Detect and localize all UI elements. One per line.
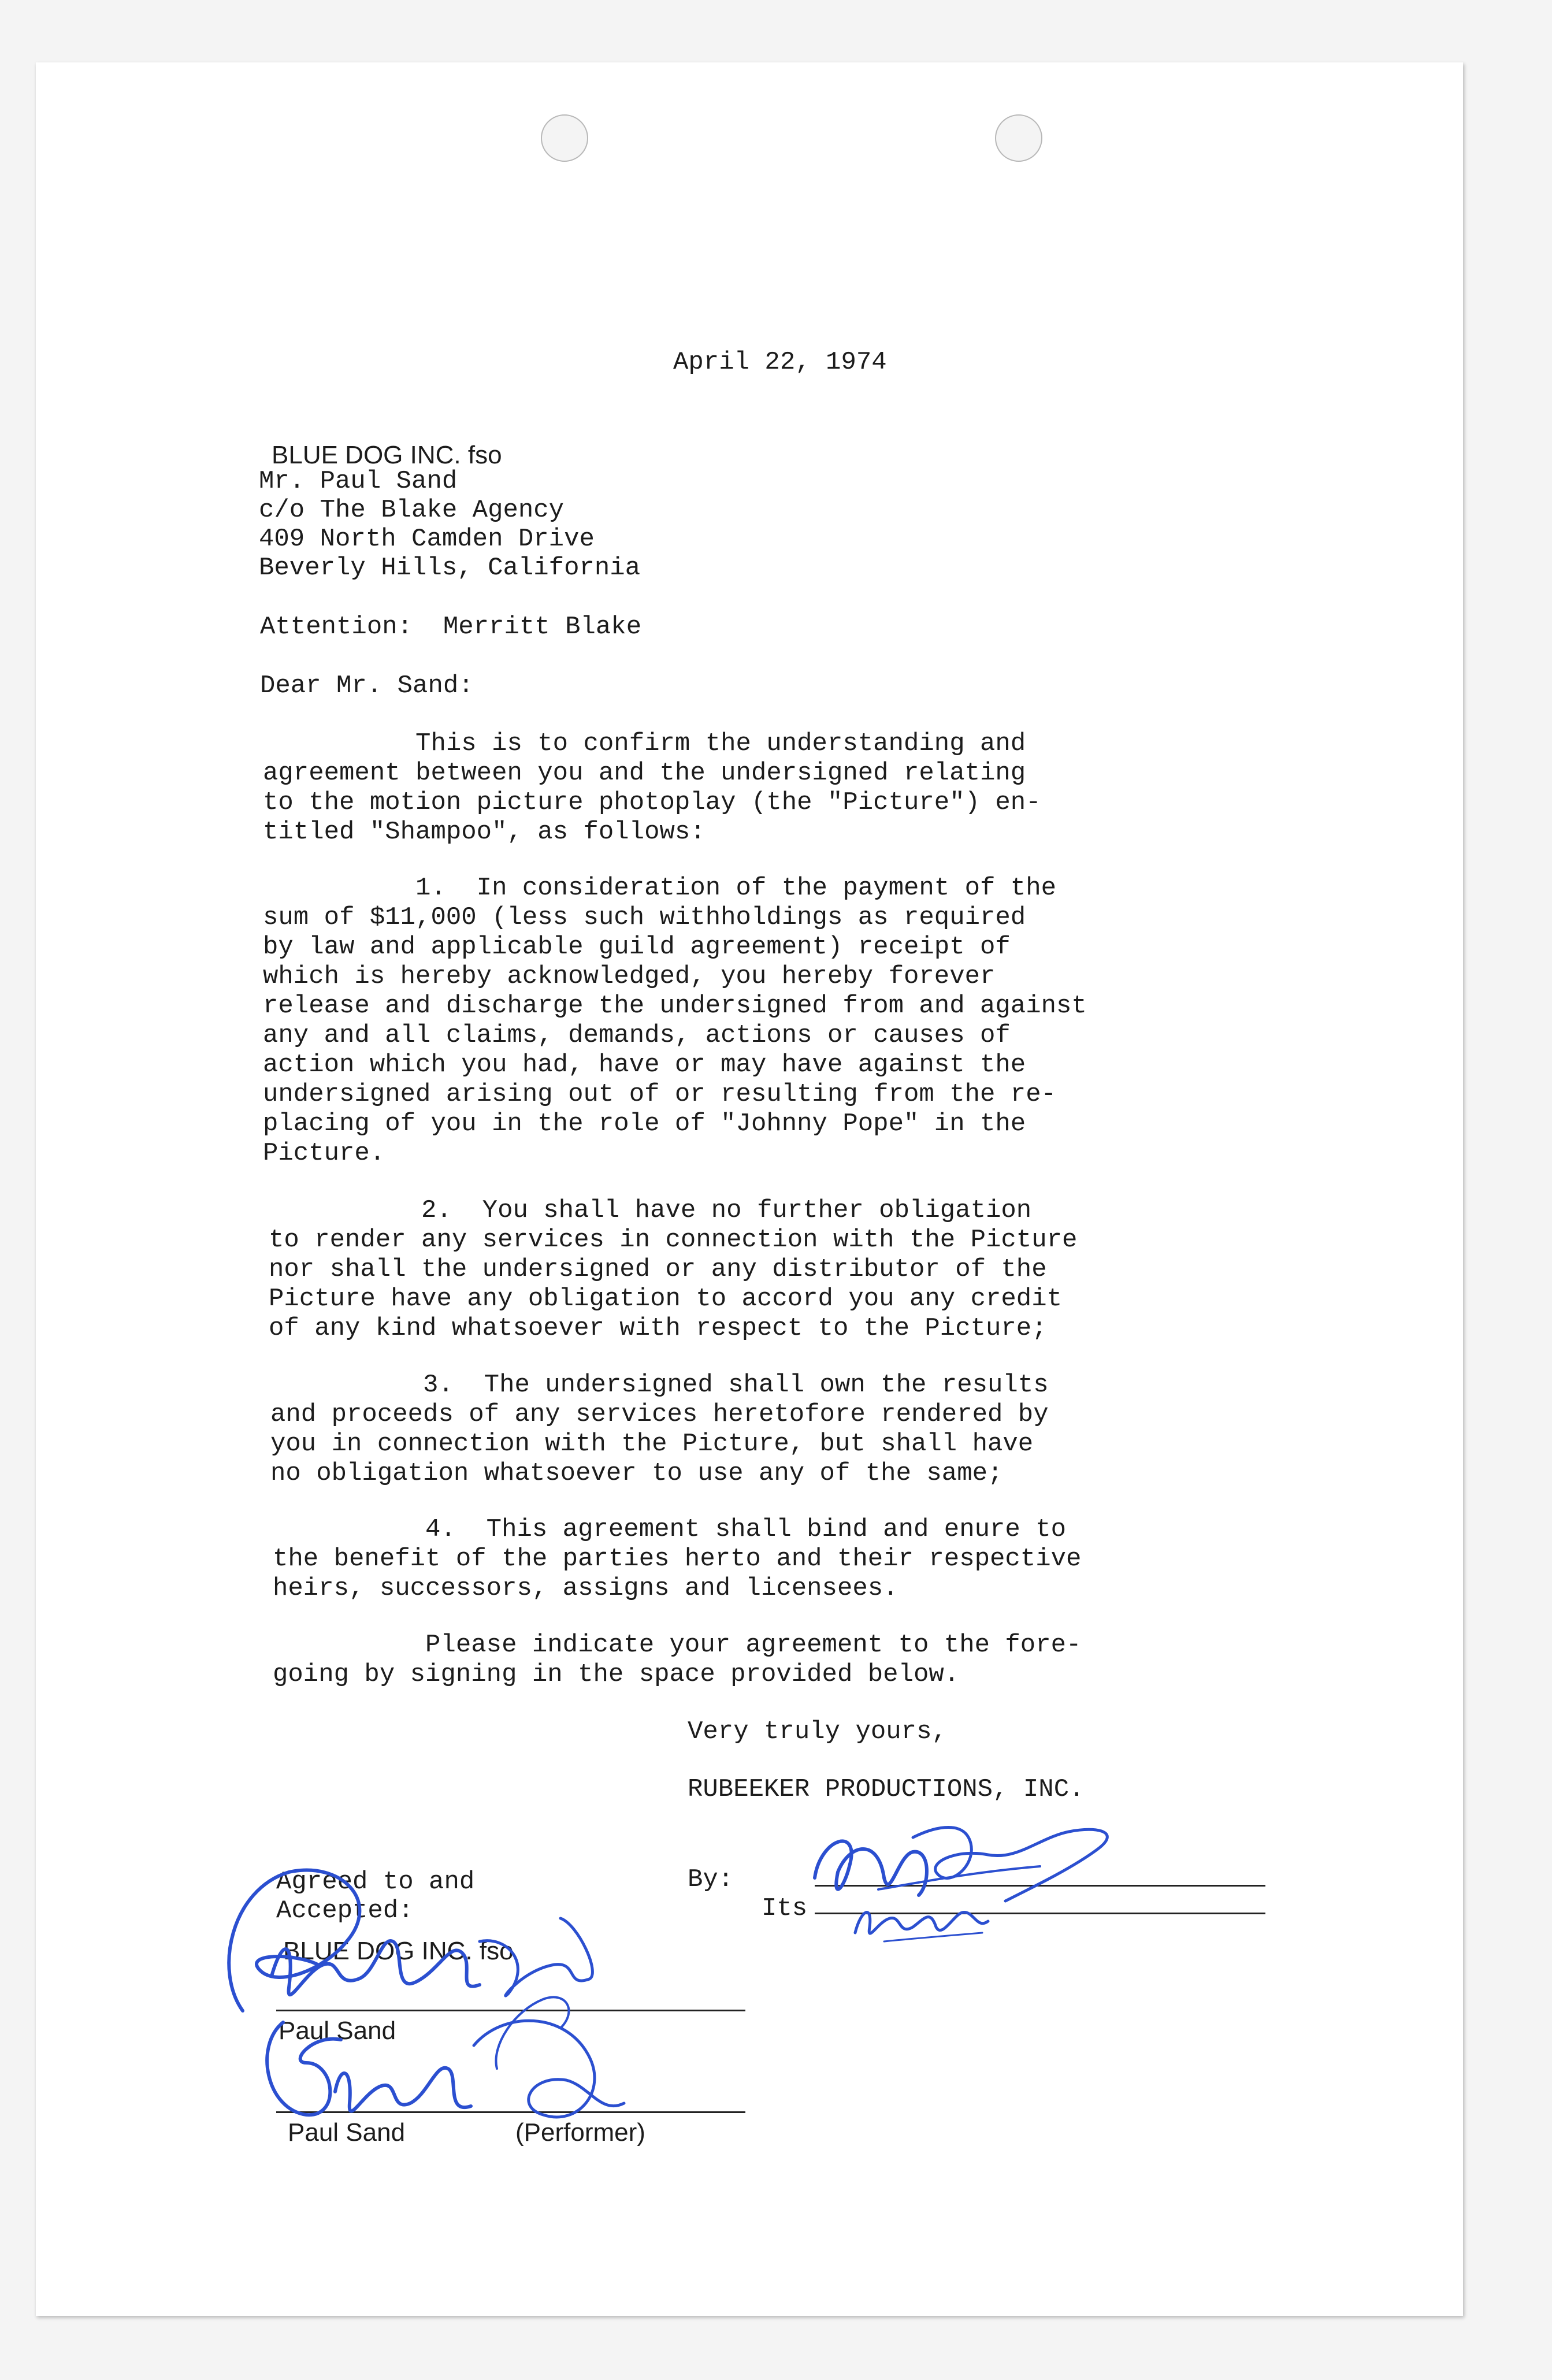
clause-line: 4. This agreement shall bind and enure to [273, 1515, 1067, 1544]
clause-line: 3. The undersigned shall own the results [270, 1371, 1049, 1399]
clause-line: Picture. [263, 1139, 385, 1168]
clause-line: by law and applicable guild agreement) receipt of [263, 933, 1011, 961]
clause-line: any and all claims, demands, actions or causes of [263, 1021, 1011, 1050]
clause-line: placing of you in the role of "Johnny Pope" in the [263, 1109, 1026, 1138]
performer-signature [243, 1976, 647, 2138]
clause-line: and proceeds of any services heretofore rendered by [270, 1400, 1049, 1429]
attention-line: Attention: Merritt Blake [260, 612, 642, 641]
acceptance-name-2: Paul Sand [288, 2118, 406, 2147]
company-signatory: RUBEEKER PRODUCTIONS, INC. [688, 1775, 1085, 1804]
clause-line: 1. In consideration of the payment of the [263, 874, 1057, 903]
punch-hole-right [995, 114, 1042, 162]
acceptance-line-1: Agreed to and [276, 1867, 475, 1896]
clause-line: Picture have any obligation to accord you any credit [269, 1284, 1063, 1313]
acceptance-name-1: Paul Sand [279, 2017, 396, 2045]
intro-line: titled "Shampoo", as follows: [263, 818, 706, 846]
address-street: 409 North Camden Drive [259, 525, 595, 554]
clause-line: of any kind whatsoever with respect to the Picture; [269, 1314, 1047, 1343]
address-name: Mr. Paul Sand [259, 467, 458, 496]
letter-date: April 22, 1974 [673, 348, 887, 377]
clause-line: release and discharge the undersigned from and against [263, 992, 1087, 1020]
clause-line: heirs, successors, assigns and licensees. [273, 1574, 898, 1603]
valediction: Very truly yours, [688, 1717, 947, 1746]
punch-hole-left [541, 114, 588, 162]
closing-line: Please indicate your agreement to the fore- [273, 1631, 1082, 1659]
clause-line: nor shall the undersigned or any distributor of the [269, 1255, 1047, 1284]
closing-line: going by signing in the space provided below. [273, 1660, 960, 1689]
intro-line: This is to confirm the understanding and [263, 729, 1026, 758]
clause-line: to render any services in connection with the Picture [269, 1226, 1078, 1254]
acceptance-role: (Performer) [515, 2118, 645, 2147]
intro-line: to the motion picture photoplay (the "Picture") en- [263, 788, 1041, 817]
clause-line: you in connection with the Picture, but shall have [270, 1430, 1034, 1458]
clause-line: undersigned arising out of or resulting from the re- [263, 1080, 1057, 1109]
clause-line: which is hereby acknowledged, you hereby forever [263, 962, 996, 991]
intro-line: agreement between you and the undersigned relating [263, 759, 1026, 788]
studio-title-handwriting [849, 1887, 1000, 1950]
acceptance-line-2: Accepted: [276, 1896, 414, 1925]
clause-line: action which you had, have or may have against the [263, 1050, 1026, 1079]
address-city: Beverly Hills, California [259, 554, 641, 582]
clause-line: sum of $11,000 (less such withholdings as required [263, 903, 1026, 932]
address-care-of: c/o The Blake Agency [259, 496, 565, 525]
by-label: By: [688, 1865, 734, 1894]
clause-line: 2. You shall have no further obligation [269, 1196, 1032, 1225]
acceptance-company: BLUE DOG INC. fso [283, 1937, 514, 1965]
its-label: Its [762, 1894, 808, 1923]
salutation: Dear Mr. Sand: [260, 671, 474, 700]
clause-line: no obligation whatsoever to use any of the same; [270, 1459, 1003, 1488]
address-company: BLUE DOG INC. fso [272, 441, 502, 469]
clause-line: the benefit of the parties herto and their respective [273, 1544, 1082, 1573]
